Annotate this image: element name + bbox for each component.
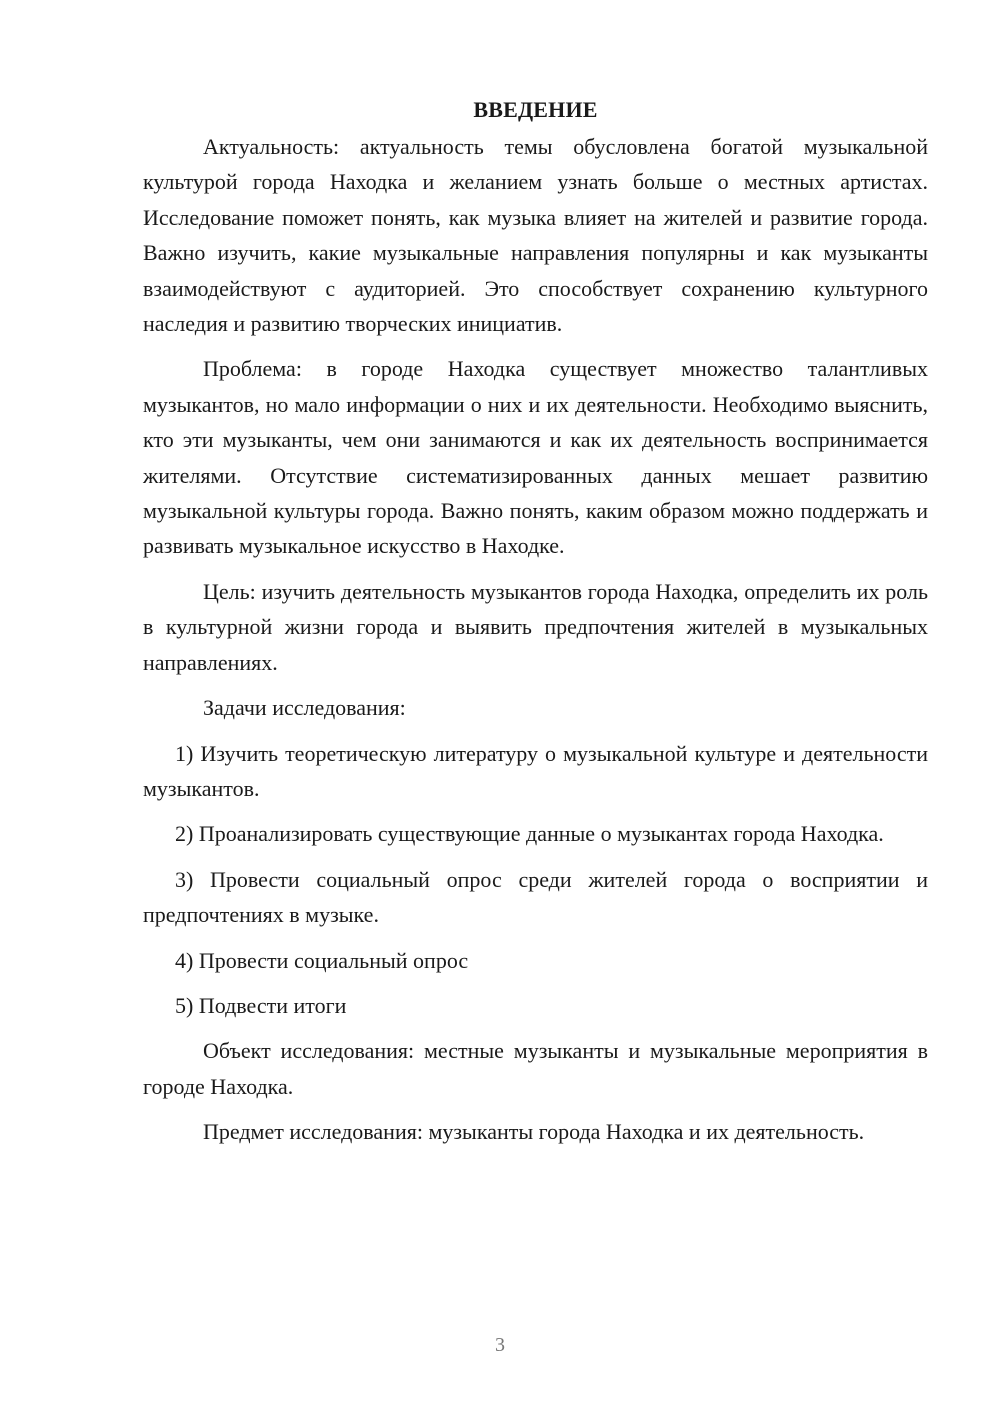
task-item-1: 1) Изучить теоретическую литературу о музыкальной культуре и деятельности музыкантов. <box>143 740 928 801</box>
paragraph-relevance: Актуальность: актуальность темы обусловлена богатой музыкальной культурой города Находка и желанием узнать больше о местных артистах. Исследование поможет понять, как музыка влияет на жителей и развитие города. Важно изучить, какие музыкальные направления популярны и как музыканты взаимодействуют с аудиторией. Это способствует сохранению культурного наследия и развитию творческих инициатив. <box>143 134 928 337</box>
page-number: 3 <box>495 1334 505 1356</box>
section-title: ВВЕДЕНИЕ <box>473 97 598 122</box>
task-item-3: 3) Провести социальный опрос среди жителей города о восприятии и предпочтениях в музыке. <box>143 866 928 928</box>
task-item-5: 5) Подвести итоги <box>175 992 347 1018</box>
document-page <box>143 92 928 1150</box>
paragraph-subject: Предмет исследования: музыканты города Находка и их деятельность. <box>203 1119 865 1145</box>
task-item-2: 2) Проанализировать существующие данные о музыкантах города Находка. <box>175 821 884 847</box>
paragraph-object: Объект исследования: местные музыканты и музыкальные мероприятия в городе Находка. <box>143 1038 928 1099</box>
paragraph-problem: Проблема: в городе Находка существует множество талантливых музыкантов, но мало информации о них и их деятельности. Необходимо выяснить, кто эти музыканты, чем они занимаются и как их деятельность воспринимается жителями. Отсутствие систематизированных данных мешает развитию музыкальной культуры города. Важно понять, каким образом можно поддержать и развивать музыкальное искусство в Находке. <box>143 356 928 559</box>
task-item-4: 4) Провести социальный опрос <box>175 947 469 973</box>
paragraph-goal: Цель: изучить деятельность музыкантов города Находка, определить их роль в культурной жизни города и выявить предпочтения жителей в музыкальных направлениях. <box>143 578 928 675</box>
tasks-heading: Задачи исследования: <box>203 695 406 721</box>
